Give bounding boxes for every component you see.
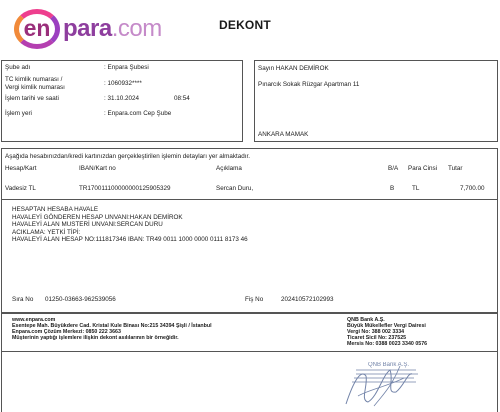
date-label: İşlem tarihi ve saati <box>5 95 59 102</box>
branch-value: : Enpara Şubesi <box>104 64 149 71</box>
customer-name: Sayın HAKAN DEMİROK <box>258 65 329 72</box>
stamp-text: QNB Bank A.Ş. <box>368 362 410 368</box>
col-header-currency: Para Cinsi <box>408 165 438 172</box>
detail-line-3: HAVALEYİ ALAN MUSTERİ UNVANI:SERCAN DURU <box>12 221 163 228</box>
section-divider <box>2 199 497 200</box>
row-amount: 7,700.00 <box>460 185 485 192</box>
logo-com-text: .com <box>111 15 162 42</box>
customer-address-box <box>254 60 498 142</box>
sequence-label: Sıra No <box>12 296 34 303</box>
detail-line-2: HAVALEYİ GÖNDEREN HESAP UNVANI:HAKAN DEMİROK <box>12 213 183 221</box>
tc-label: TC kimlik numarası / <box>5 76 63 83</box>
transaction-section <box>1 148 498 313</box>
info-text: Aşağıda hesabınızdan/kredi kartınızdan gerçekleştirilen işlemin detayları yer almaktadır. <box>5 153 251 160</box>
row-description: Sercan Duru, <box>216 185 254 192</box>
col-header-description: Açıklama <box>216 165 242 172</box>
logo-mark <box>14 9 60 49</box>
footer-website: www.enpara.com <box>12 317 56 323</box>
detail-line-4: ACIKLAMA: YETKİ TİPİ: <box>12 228 81 236</box>
detail-line-5: HAVALEYİ ALAN HESAP NO:111817346 IBAN: TR49 0011 1000 0000 0111 8173 46 <box>12 236 248 243</box>
col-header-iban: IBAN/Kart no <box>79 165 116 172</box>
tax-id-label: Vergi kimlik numarası <box>5 83 65 91</box>
enpara-logo <box>14 9 162 49</box>
receipt-no-value: 202410572102993 <box>281 296 334 303</box>
col-header-account: Hesap/Kart <box>5 165 37 172</box>
branch-info-box <box>1 60 243 142</box>
footer-divider <box>2 351 497 352</box>
row-currency: TL <box>412 185 420 192</box>
tax-number: Vergi No: 388 002 3334 <box>347 329 405 335</box>
location-label: İşlem yeri <box>5 110 32 117</box>
col-header-ba: B/A <box>388 165 399 172</box>
footer-address: Esentepe Mah. Büyükdere Cad. Kristal Kule Binası No:215 34394 Şişli / İstanbul <box>12 323 212 329</box>
receipt-no-label: Fiş No <box>245 296 264 303</box>
location-value: : Enpara.com Cep Şube <box>104 110 172 117</box>
customer-address: Pınarcık Sokak Rüzgar Apartman 11 <box>258 81 360 88</box>
bank-stamp-signature <box>338 356 438 410</box>
row-ba: B <box>390 185 395 192</box>
bank-name: QNB Bank A.Ş. <box>347 317 385 323</box>
customer-city: ANKARA MAMAK <box>258 131 309 138</box>
tc-value: : 1060932**** <box>104 80 142 87</box>
time-value: 08:54 <box>174 95 190 102</box>
row-account: Vadesiz TL <box>5 185 36 192</box>
trade-registry: Ticaret Sicil No: 237525 <box>347 335 407 341</box>
logo-para-text: para <box>63 15 112 42</box>
footer-note: Müşterinin yaptığı işlemlere ilişkin dekont asılılarının bir örneğidir. <box>12 335 179 341</box>
tax-office: Büyük Mükellefler Vergi Dairesi <box>347 323 426 329</box>
detail-line-1: HESAPTAN HESABA HAVALE <box>12 206 99 213</box>
mersis-number: Mersis No: 0388 0023 3340 0576 <box>347 341 428 347</box>
footer-support: Enpara.com Çözüm Merkezi: 0850 222 3663 <box>12 329 121 335</box>
col-header-amount: Tutar <box>448 165 463 172</box>
document-title: DEKONT <box>219 18 271 32</box>
sequence-value: 01250-03663-962539056 <box>45 296 116 303</box>
logo-en-text: en <box>23 15 51 41</box>
date-value: : 31.10.2024 <box>104 95 140 102</box>
row-iban: TR170011100000000125905329 <box>79 185 171 192</box>
branch-label: Şube adı <box>5 64 31 71</box>
